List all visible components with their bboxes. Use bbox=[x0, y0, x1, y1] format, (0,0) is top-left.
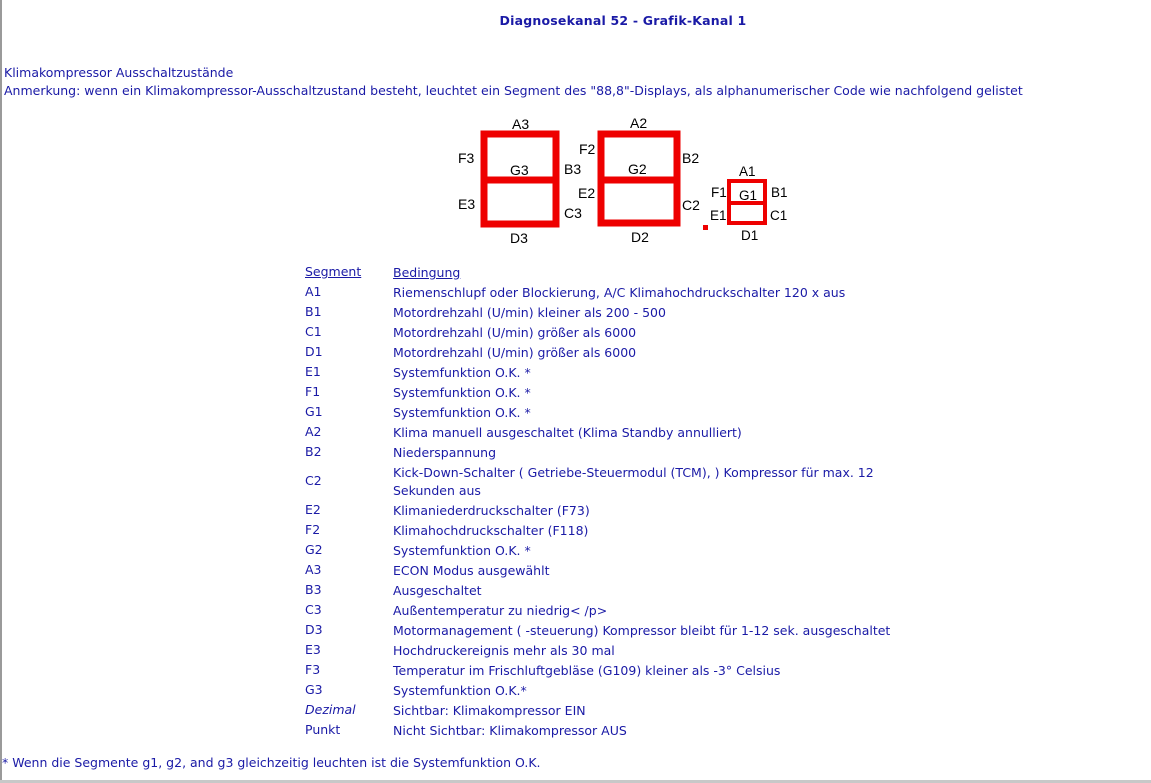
row-segment: E1 bbox=[305, 364, 321, 379]
row-segment: G1 bbox=[305, 404, 323, 419]
row-condition: Temperatur im Frischluftgebläse (G109) kleiner als -3° Celsius bbox=[393, 663, 781, 678]
row-segment: A3 bbox=[305, 562, 322, 577]
row-condition: Systemfunktion O.K. * bbox=[393, 405, 531, 420]
row-segment: E2 bbox=[305, 502, 321, 517]
label-a3: A3 bbox=[512, 116, 530, 132]
row-condition: Motordrehzahl (U/min) größer als 6000 bbox=[393, 325, 637, 340]
row-segment: E3 bbox=[305, 642, 321, 657]
label-c3: C3 bbox=[564, 205, 582, 221]
digit-3-lower-segments bbox=[484, 180, 556, 224]
label-b1: B1 bbox=[771, 185, 788, 200]
row-condition: Sichtbar: Klimakompressor EIN bbox=[393, 703, 586, 718]
label-c1: C1 bbox=[770, 208, 788, 223]
label-e1: E1 bbox=[710, 208, 727, 223]
row-segment: C2 bbox=[305, 473, 322, 488]
row-segment: D3 bbox=[305, 622, 323, 637]
row-segment: B2 bbox=[305, 444, 322, 459]
label-b2: B2 bbox=[682, 150, 700, 166]
label-e3: E3 bbox=[458, 196, 476, 212]
row-condition: Hochdruckereignis mehr als 30 mal bbox=[393, 643, 615, 658]
row-condition: Riemenschlupf oder Blockierung, A/C Klimahochdruckschalter 120 x aus bbox=[393, 285, 846, 300]
row-condition: Außentemperatur zu niedrig< /p> bbox=[393, 603, 608, 618]
row-condition: Systemfunktion O.K.* bbox=[393, 683, 527, 698]
row-condition: Motordrehzahl (U/min) größer als 6000 bbox=[393, 345, 637, 360]
label-d1: D1 bbox=[741, 228, 759, 243]
digit-1-lower-segments bbox=[729, 203, 765, 223]
label-f2: F2 bbox=[579, 141, 596, 157]
row-condition: Motormanagement ( -steuerung) Kompressor bleibt für 1-12 sek. ausgeschaltet bbox=[393, 623, 891, 638]
page-title: Diagnosekanal 52 - Grafik-Kanal 1 bbox=[499, 13, 747, 28]
section-note: Anmerkung: wenn ein Klimakompressor-Ausschaltzustand besteht, leuchtet ein Segment des "88,8"-Displays, als alphanumerischer Code wie nachfolgend gelistet bbox=[4, 83, 1023, 98]
row-condition: Klima manuell ausgeschaltet (Klima Standby annulliert) bbox=[393, 425, 742, 440]
row-segment: B3 bbox=[305, 582, 322, 597]
row-condition: Systemfunktion O.K. * bbox=[393, 385, 531, 400]
section-heading: Klimakompressor Ausschaltzustände bbox=[4, 65, 234, 80]
label-g2: G2 bbox=[628, 161, 647, 177]
row-segment: Dezimal bbox=[305, 702, 356, 717]
label-g1: G1 bbox=[739, 188, 758, 203]
label-b3: B3 bbox=[564, 161, 582, 177]
row-condition: Klimahochdruckschalter (F118) bbox=[393, 523, 589, 538]
footnote: * Wenn die Segmente g1, g2, and g3 gleichzeitig leuchten ist die Systemfunktion O.K. bbox=[2, 755, 541, 770]
row-segment: F3 bbox=[305, 662, 321, 677]
row-condition: ECON Modus ausgewählt bbox=[393, 563, 550, 578]
column-header-segment: Segment bbox=[305, 264, 362, 279]
row-condition: Niederspannung bbox=[393, 445, 497, 460]
row-segment: C3 bbox=[305, 602, 322, 617]
row-condition: Motordrehzahl (U/min) kleiner als 200 - 500 bbox=[393, 305, 666, 320]
label-a1: A1 bbox=[739, 164, 756, 179]
label-f3: F3 bbox=[458, 150, 475, 166]
row-segment: F2 bbox=[305, 522, 321, 537]
row-segment: A1 bbox=[305, 284, 322, 299]
digit-3 bbox=[484, 134, 556, 224]
row-condition: Systemfunktion O.K. * bbox=[393, 543, 531, 558]
row-segment: A2 bbox=[305, 424, 322, 439]
row-segment: C1 bbox=[305, 324, 322, 339]
row-condition: Kick-Down-Schalter ( Getriebe-Steuermodul (TCM), ) Kompressor für max. 12 Sekunden aus bbox=[393, 465, 874, 498]
row-segment: G2 bbox=[305, 542, 323, 557]
label-f1: F1 bbox=[711, 185, 727, 200]
row-segment: B1 bbox=[305, 304, 322, 319]
row-condition: Ausgeschaltet bbox=[393, 583, 482, 598]
label-a2: A2 bbox=[630, 115, 648, 131]
digit-2 bbox=[601, 134, 677, 223]
decimal-point bbox=[703, 225, 708, 230]
seven-segment-display bbox=[450, 112, 810, 247]
row-segment: F1 bbox=[305, 384, 321, 399]
label-d2: D2 bbox=[631, 229, 649, 245]
row-segment: D1 bbox=[305, 344, 323, 359]
label-d3: D3 bbox=[510, 230, 528, 246]
row-segment: G3 bbox=[305, 682, 323, 697]
row-condition: Systemfunktion O.K. * bbox=[393, 365, 531, 380]
label-g3: G3 bbox=[510, 162, 529, 178]
row-segment: Punkt bbox=[305, 722, 341, 737]
column-header-condition: Bedingung bbox=[393, 265, 461, 280]
row-condition: Klimaniederdruckschalter (F73) bbox=[393, 503, 590, 518]
digit-2-lower-segments bbox=[601, 180, 677, 223]
row-condition: Nicht Sichtbar: Klimakompressor AUS bbox=[393, 723, 627, 738]
page-left-border bbox=[0, 0, 2, 783]
label-c2: C2 bbox=[682, 197, 700, 213]
label-e2: E2 bbox=[578, 185, 596, 201]
